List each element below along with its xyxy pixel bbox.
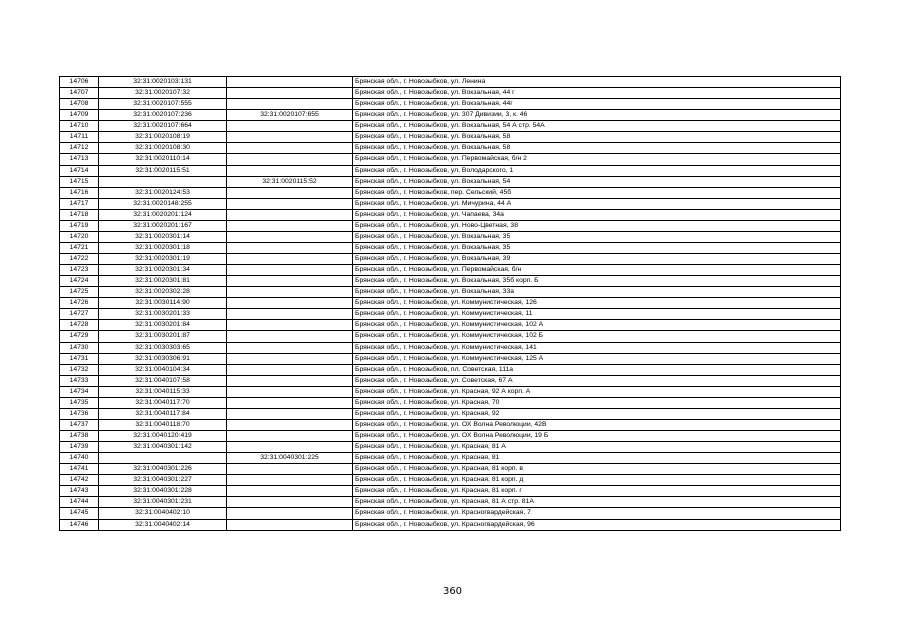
secondary-cadastral-number-cell [227,431,353,442]
table-row [60,110,841,121]
row-number-cell: 14745 [60,508,99,519]
row-number-cell: 14717 [60,198,99,209]
address-cell: Брянская обл., г. Новозыбков, ул. Первомайская, б/н [353,265,841,276]
cadastral-number-cell: 32:31:0020301:19 [99,254,227,265]
cadastral-number-cell: 32:31:0040107:58 [99,375,227,386]
address-cell: Брянская обл., г. Новозыбков, ул. Красная, 81 А стр. 81А [353,497,841,508]
address-cell: Брянская обл., г. Новозыбков, ул. Ново-Цветная, 38 [353,220,841,231]
row-number-cell: 14722 [60,254,99,265]
cadastral-number-cell: 32:31:0020302:28 [99,287,227,298]
cadastral-number-cell: 32:31:0020201:124 [99,209,227,220]
cadastral-number-cell: 32:31:0020124:53 [99,187,227,198]
address-cell: Брянская обл., г. Новозыбков, ул. Красногвардейская, 7 [353,508,841,519]
address-cell: Брянская обл., г. Новозыбков, ул. Вокзальная, 39 [353,254,841,265]
cadastral-number-cell: 32:31:0020301:18 [99,242,227,253]
row-number-cell: 14724 [60,276,99,287]
row-number-cell: 14715 [60,176,99,187]
cadastral-number-cell [99,453,227,464]
cadastral-number-cell: 32:31:0040117:70 [99,397,227,408]
address-cell: Брянская обл., г. Новозыбков, ул. Коммунистическая, 125 А [353,353,841,364]
cadastral-number-cell: 32:31:0040117:84 [99,408,227,419]
secondary-cadastral-number-cell: 32:31:0040301:225 [227,453,353,464]
secondary-cadastral-number-cell [227,209,353,220]
table-row [60,386,841,397]
secondary-cadastral-number-cell [227,309,353,320]
row-number-cell: 14709 [60,110,99,121]
secondary-cadastral-number-cell [227,386,353,397]
row-number-cell: 14713 [60,154,99,165]
row-number-cell: 14710 [60,121,99,132]
address-cell: Брянская обл., г. Новозыбков, ул. Красная, 70 [353,397,841,408]
secondary-cadastral-number-cell [227,475,353,486]
address-cell: Брянская обл., г. Новозыбков, ул. 307 Дивизии, 3, к. 46 [353,110,841,121]
secondary-cadastral-number-cell: 32:31:0020107:655 [227,110,353,121]
cadastral-number-cell: 32:31:0020108:30 [99,143,227,154]
row-number-cell: 14727 [60,309,99,320]
row-number-cell: 14730 [60,342,99,353]
secondary-cadastral-number-cell [227,519,353,530]
table-body [60,77,841,531]
address-cell: Брянская обл., г. Новозыбков, ул. Вокзальная, 44г [353,99,841,110]
table-row [60,464,841,475]
cadastral-number-cell: 32:31:0040104:34 [99,364,227,375]
table-row [60,209,841,220]
secondary-cadastral-number-cell [227,497,353,508]
table-row [60,165,841,176]
table-row [60,242,841,253]
address-cell: Брянская обл., г. Новозыбков, ул. Коммунистическая, 102 А [353,320,841,331]
table-row [60,99,841,110]
row-number-cell: 14706 [60,77,99,88]
secondary-cadastral-number-cell [227,220,353,231]
secondary-cadastral-number-cell [227,342,353,353]
secondary-cadastral-number-cell [227,486,353,497]
table-row [60,309,841,320]
table-row [60,88,841,99]
secondary-cadastral-number-cell [227,397,353,408]
table-row [60,453,841,464]
address-cell: Брянская обл., г. Новозыбков, ул. Коммунистическая, 141 [353,342,841,353]
secondary-cadastral-number-cell [227,508,353,519]
secondary-cadastral-number-cell [227,408,353,419]
table-row [60,176,841,187]
table-row [60,265,841,276]
table-row [60,475,841,486]
secondary-cadastral-number-cell [227,187,353,198]
cadastral-number-cell: 32:31:0040402:14 [99,519,227,530]
table-row [60,508,841,519]
row-number-cell: 14740 [60,453,99,464]
row-number-cell: 14746 [60,519,99,530]
cadastral-number-cell: 32:31:0040301:142 [99,442,227,453]
table-row [60,375,841,386]
table-row [60,121,841,132]
secondary-cadastral-number-cell [227,165,353,176]
address-cell: Брянская обл., г. Новозыбков, ул. Вокзальная, 54 А стр. 54А [353,121,841,132]
cadastral-number-cell: 32:31:0020108:19 [99,132,227,143]
address-cell: Брянская обл., г. Новозыбков, ул. Красная, 81 корп. в [353,464,841,475]
row-number-cell: 14742 [60,475,99,486]
secondary-cadastral-number-cell [227,375,353,386]
cadastral-number-cell: 32:31:0020107:32 [99,88,227,99]
table-row [60,143,841,154]
cadastral-number-cell: 32:31:0020107:236 [99,110,227,121]
cadastral-number-cell: 32:31:0030201:87 [99,331,227,342]
secondary-cadastral-number-cell [227,88,353,99]
cadastral-number-cell: 32:31:0040301:226 [99,464,227,475]
row-number-cell: 14735 [60,397,99,408]
row-number-cell: 14734 [60,386,99,397]
row-number-cell: 14729 [60,331,99,342]
address-cell: Брянская обл., г. Новозыбков, пер. Сельский, 45б [353,187,841,198]
row-number-cell: 14732 [60,364,99,375]
cadastral-number-cell: 32:31:0020115:51 [99,165,227,176]
row-number-cell: 14736 [60,408,99,419]
cadastral-number-cell: 32:31:0030114:90 [99,298,227,309]
cadastral-number-cell: 32:31:0040301:227 [99,475,227,486]
address-cell: Брянская обл., г. Новозыбков, ул. Красногвардейская, 96 [353,519,841,530]
secondary-cadastral-number-cell [227,242,353,253]
row-number-cell: 14721 [60,242,99,253]
address-cell: Брянская обл., г. Новозыбков, ул. Вокзальная, 58 [353,143,841,154]
address-cell: Брянская обл., г. Новозыбков, ул. Володарского, 1 [353,165,841,176]
table-row [60,287,841,298]
cadastral-number-cell: 32:31:0020301:14 [99,231,227,242]
secondary-cadastral-number-cell [227,287,353,298]
cadastral-number-cell: 32:31:0040402:10 [99,508,227,519]
row-number-cell: 14733 [60,375,99,386]
secondary-cadastral-number-cell [227,121,353,132]
secondary-cadastral-number-cell [227,132,353,143]
row-number-cell: 14731 [60,353,99,364]
row-number-cell: 14719 [60,220,99,231]
address-cell: Брянская обл., г. Новозыбков, ул. Коммунистическая, 11 [353,309,841,320]
secondary-cadastral-number-cell [227,320,353,331]
row-number-cell: 14739 [60,442,99,453]
secondary-cadastral-number-cell [227,353,353,364]
secondary-cadastral-number-cell [227,419,353,430]
table-row [60,298,841,309]
address-cell: Брянская обл., г. Новозыбков, ул. Вокзальная, 33а [353,287,841,298]
secondary-cadastral-number-cell [227,276,353,287]
table-row [60,331,841,342]
table-row [60,353,841,364]
table-row [60,187,841,198]
address-cell: Брянская обл., г. Новозыбков, ул. Советская, 67 А [353,375,841,386]
secondary-cadastral-number-cell [227,464,353,475]
secondary-cadastral-number-cell [227,298,353,309]
table-row [60,364,841,375]
property-registry-table [59,76,841,531]
cadastral-number-cell: 32:31:0030201:33 [99,309,227,320]
cadastral-number-cell: 32:31:0040118:70 [99,419,227,430]
table-row [60,220,841,231]
cadastral-number-cell: 32:31:0030201:84 [99,320,227,331]
table-row [60,154,841,165]
table-row [60,231,841,242]
address-cell: Брянская обл., г. Новозыбков, ул. Ленина [353,77,841,88]
row-number-cell: 14744 [60,497,99,508]
secondary-cadastral-number-cell [227,331,353,342]
secondary-cadastral-number-cell [227,442,353,453]
table-row [60,419,841,430]
address-cell: Брянская обл., г. Новозыбков, ул. Вокзальная, 35б корп. Б [353,276,841,287]
secondary-cadastral-number-cell: 32:31:0020115:52 [227,176,353,187]
cadastral-number-cell: 32:31:0020110:14 [99,154,227,165]
cadastral-number-cell: 32:31:0020301:34 [99,265,227,276]
secondary-cadastral-number-cell [227,143,353,154]
address-cell: Брянская обл., г. Новозыбков, ул. Красная, 81 А [353,442,841,453]
address-cell: Брянская обл., г. Новозыбков, ул. Красная, 81 корп. г [353,486,841,497]
table-row [60,442,841,453]
table-row [60,408,841,419]
page-number: 360 [442,586,463,597]
address-cell: Брянская обл., г. Новозыбков, ул. Вокзальная, 35 [353,231,841,242]
cadastral-number-cell: 32:31:0020148:255 [99,198,227,209]
address-cell: Брянская обл., г. Новозыбков, ул. Красная, 92 А корп. А [353,386,841,397]
row-number-cell: 14726 [60,298,99,309]
secondary-cadastral-number-cell [227,265,353,276]
row-number-cell: 14708 [60,99,99,110]
table-row [60,486,841,497]
table-row [60,342,841,353]
cadastral-number-cell: 32:31:0040301:228 [99,486,227,497]
address-cell: Брянская обл., г. Новозыбков, ул. Вокзальная, 54 [353,176,841,187]
table-row [60,431,841,442]
table-row [60,320,841,331]
address-cell: Брянская обл., г. Новозыбков, пл. Советская, 111а [353,364,841,375]
secondary-cadastral-number-cell [227,77,353,88]
row-number-cell: 14725 [60,287,99,298]
cadastral-number-cell: 32:31:0030303:65 [99,342,227,353]
secondary-cadastral-number-cell [227,198,353,209]
address-cell: Брянская обл., г. Новозыбков, ул. Красная, 81 корп. д [353,475,841,486]
row-number-cell: 14714 [60,165,99,176]
row-number-cell: 14741 [60,464,99,475]
row-number-cell: 14716 [60,187,99,198]
row-number-cell: 14737 [60,419,99,430]
table-row [60,132,841,143]
row-number-cell: 14711 [60,132,99,143]
cadastral-number-cell: 32:31:0020103:131 [99,77,227,88]
row-number-cell: 14728 [60,320,99,331]
address-cell: Брянская обл., г. Новозыбков, ул. Красная, 81 [353,453,841,464]
address-cell: Брянская обл., г. Новозыбков, ул. ОХ Волна Революции, 19 Б [353,431,841,442]
address-cell: Брянская обл., г. Новозыбков, ул. ОХ Волна Революции, 42В [353,419,841,430]
cadastral-number-cell: 32:31:0030306:91 [99,353,227,364]
table-row [60,519,841,530]
table-row [60,254,841,265]
secondary-cadastral-number-cell [227,99,353,110]
secondary-cadastral-number-cell [227,364,353,375]
row-number-cell: 14712 [60,143,99,154]
cadastral-number-cell: 32:31:0020107:664 [99,121,227,132]
address-cell: Брянская обл., г. Новозыбков, ул. Вокзальная, 44 г [353,88,841,99]
cadastral-number-cell: 32:31:0040301:231 [99,497,227,508]
cadastral-number-cell: 32:31:0020301:81 [99,276,227,287]
table-row [60,397,841,408]
address-cell: Брянская обл., г. Новозыбков, ул. Первомайская, б/н 2 [353,154,841,165]
table-row [60,276,841,287]
row-number-cell: 14707 [60,88,99,99]
table-row [60,497,841,508]
row-number-cell: 14723 [60,265,99,276]
address-cell: Брянская обл., г. Новозыбков, ул. Красная, 92 [353,408,841,419]
cadastral-number-cell: 32:31:0020107:555 [99,99,227,110]
address-cell: Брянская обл., г. Новозыбков, ул. Мичурина, 44 А [353,198,841,209]
secondary-cadastral-number-cell [227,254,353,265]
address-cell: Брянская обл., г. Новозыбков, ул. Коммунистическая, 126 [353,298,841,309]
table-row [60,77,841,88]
row-number-cell: 14743 [60,486,99,497]
address-cell: Брянская обл., г. Новозыбков, ул. Вокзальная, 35 [353,242,841,253]
address-cell: Брянская обл., г. Новозыбков, ул. Вокзальная, 58 [353,132,841,143]
row-number-cell: 14738 [60,431,99,442]
cadastral-number-cell [99,176,227,187]
address-cell: Брянская обл., г. Новозыбков, ул. Чапаева, 34а [353,209,841,220]
address-cell: Брянская обл., г. Новозыбков, ул. Коммунистическая, 102 Б [353,331,841,342]
row-number-cell: 14718 [60,209,99,220]
cadastral-number-cell: 32:31:0040120:419 [99,431,227,442]
table-row [60,198,841,209]
row-number-cell: 14720 [60,231,99,242]
cadastral-number-cell: 32:31:0040115:33 [99,386,227,397]
secondary-cadastral-number-cell [227,231,353,242]
cadastral-number-cell: 32:31:0020201:167 [99,220,227,231]
secondary-cadastral-number-cell [227,154,353,165]
